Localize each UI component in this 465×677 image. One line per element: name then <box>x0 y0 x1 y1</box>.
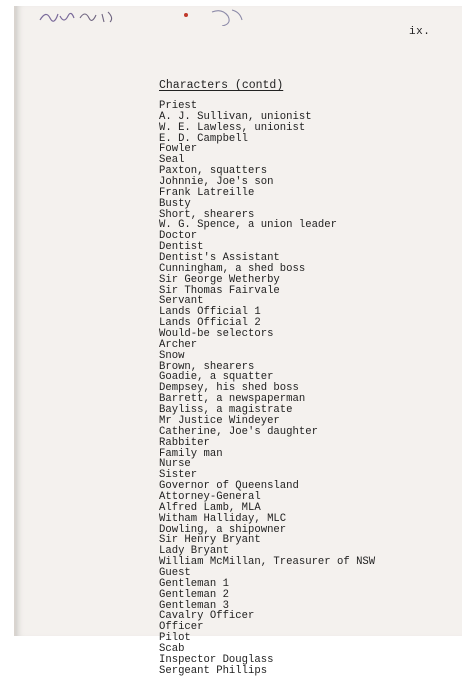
character-entry: Lands Official 1 <box>159 306 261 319</box>
character-entry: Gentleman 1 <box>159 577 229 590</box>
character-entry: Dentist <box>159 241 204 254</box>
character-entry: W. G. Spence, a union leader <box>159 219 338 232</box>
character-entry: Short, shearers <box>159 208 255 221</box>
page-number: ix. <box>409 26 431 38</box>
character-entry: Dowling, a shipowner <box>159 523 287 536</box>
character-entry: William McMillan, Treasurer of NSW <box>159 556 376 569</box>
character-entry: Seal <box>159 154 185 167</box>
character-entry: W. E. Lawless, unionist <box>159 121 306 134</box>
character-entry: Catherine, Joe's daughter <box>159 425 318 438</box>
character-entry: Alfred Lamb, MLA <box>159 501 261 514</box>
character-entry: Sister <box>159 469 198 482</box>
character-entry: Family man <box>159 447 223 460</box>
character-entry: Dentist's Assistant <box>159 252 280 265</box>
character-entry: Servant <box>159 295 204 308</box>
character-entry: Johnnie, Joe's son <box>159 176 274 189</box>
character-entry: Priest <box>159 100 198 112</box>
handwritten-scribble-mark <box>36 6 266 26</box>
character-entry: Nurse <box>159 458 191 471</box>
character-entry: Lands Official 2 <box>159 317 261 330</box>
character-entry: Busty <box>159 197 191 210</box>
character-entry: Guest <box>159 566 191 579</box>
character-entry: Doctor <box>159 230 198 243</box>
character-entry: Sir Henry Bryant <box>159 534 261 547</box>
character-entry: Cavalry Officer <box>159 610 255 623</box>
character-entry: Rabbiter <box>159 436 210 449</box>
character-entry: E. D. Campbell <box>159 132 249 145</box>
character-entry: A. J. Sullivan, unionist <box>159 110 312 123</box>
character-entry: Scab <box>159 642 185 655</box>
character-entry: Gentleman 2 <box>159 588 229 601</box>
character-entry: Brown, shearers <box>159 360 255 373</box>
character-entry: Witham Halliday, MLC <box>159 512 287 525</box>
character-entry: Paxton, squatters <box>159 165 268 178</box>
character-entry: Lady Bryant <box>159 545 229 558</box>
character-entry: Fowler <box>159 143 198 156</box>
character-entry: Dempsey, his shed boss <box>159 382 299 395</box>
character-entry: Frank Latreille <box>159 186 255 199</box>
character-entry: Goadie, a squatter <box>159 371 274 384</box>
character-entry: Mr Justice Windeyer <box>159 414 280 427</box>
character-entry: Officer <box>159 621 204 634</box>
character-entry: Bayliss, a magistrate <box>159 404 293 417</box>
character-entry: Sir Thomas Fairvale <box>159 284 280 297</box>
character-entry: Snow <box>159 349 185 362</box>
character-list <box>159 101 375 677</box>
character-entry: Sir George Wetherby <box>159 273 280 286</box>
character-entry: Inspector Douglass <box>159 653 274 666</box>
character-entry: Would-be selectors <box>159 328 274 341</box>
character-entry: Sergeant Phillips <box>159 664 268 677</box>
character-entry: Gentleman 3 <box>159 599 229 612</box>
character-entry: Cunningham, a shed boss <box>159 262 306 275</box>
character-entry: Pilot <box>159 632 191 645</box>
character-entry: Attorney-General <box>159 490 261 503</box>
character-entry: Governor of Queensland <box>159 480 299 493</box>
characters-heading: Characters (contd) <box>159 79 284 92</box>
character-entry: Archer <box>159 338 198 351</box>
character-entry: Barrett, a newspaperman <box>159 393 306 406</box>
